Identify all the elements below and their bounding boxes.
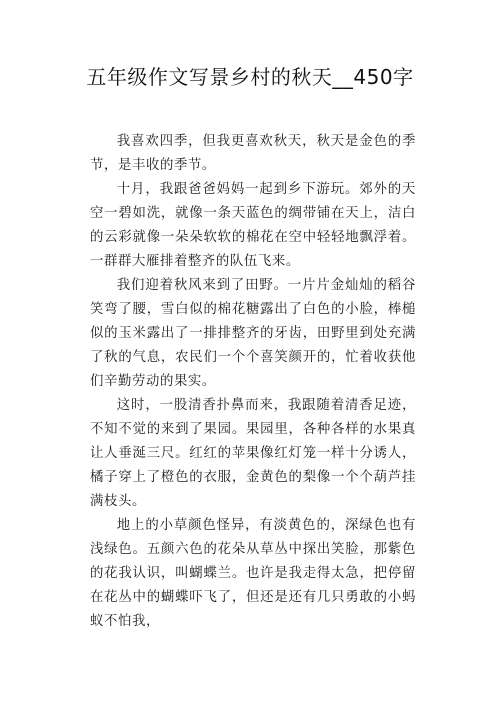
document-body <box>90 130 416 634</box>
document-title: 五年级作文写景乡村的秋天__450字 <box>86 65 414 89</box>
paragraph-5: 地上的小草颜色怪异，有淡黄色的，深绿色也有浅绿色。五颜六色的花朵从草丛中探出笑脸，那紫色的花我认识，叫蝴蝶兰。也许是我走得太急，把停留在花丛中的蝴蝶吓飞了，但还是还有几只勇敢的小蚂蚁不怕我， <box>90 518 416 629</box>
paragraph-1: 我喜欢四季，但我更喜欢秋天，秋天是金色的季节，是丰收的季节。 <box>90 134 416 173</box>
paragraph-4: 这时，一股清香扑鼻而来，我跟随着清香足迹，不知不觉的来到了果园。果园里，各种各样的水果真让人垂涎三尺。红红的苹果像红灯笼一样十分诱人，橘子穿上了橙色的衣服，金黄色的梨像一个个葫芦挂满枝头。 <box>90 398 416 509</box>
paragraph-2: 十月，我跟爸爸妈妈一起到乡下游玩。郊外的天空一碧如洗，就像一条天蓝色的绸带铺在天上，洁白的云彩就像一朵朵软软的棉花在空中轻轻地飘浮着。一群群大雁排着整齐的队伍飞来。 <box>90 182 416 269</box>
paragraph-3: 我们迎着秋风来到了田野。一片片金灿灿的稻谷笑弯了腰，雪白似的棉花糖露出了白色的小脸，棒槌似的玉米露出了一排排整齐的牙齿，田野里到处充满了秋的气息，农民们一个个喜笑颜开的，忙着收获他们辛勤劳动的果实。 <box>90 278 416 389</box>
